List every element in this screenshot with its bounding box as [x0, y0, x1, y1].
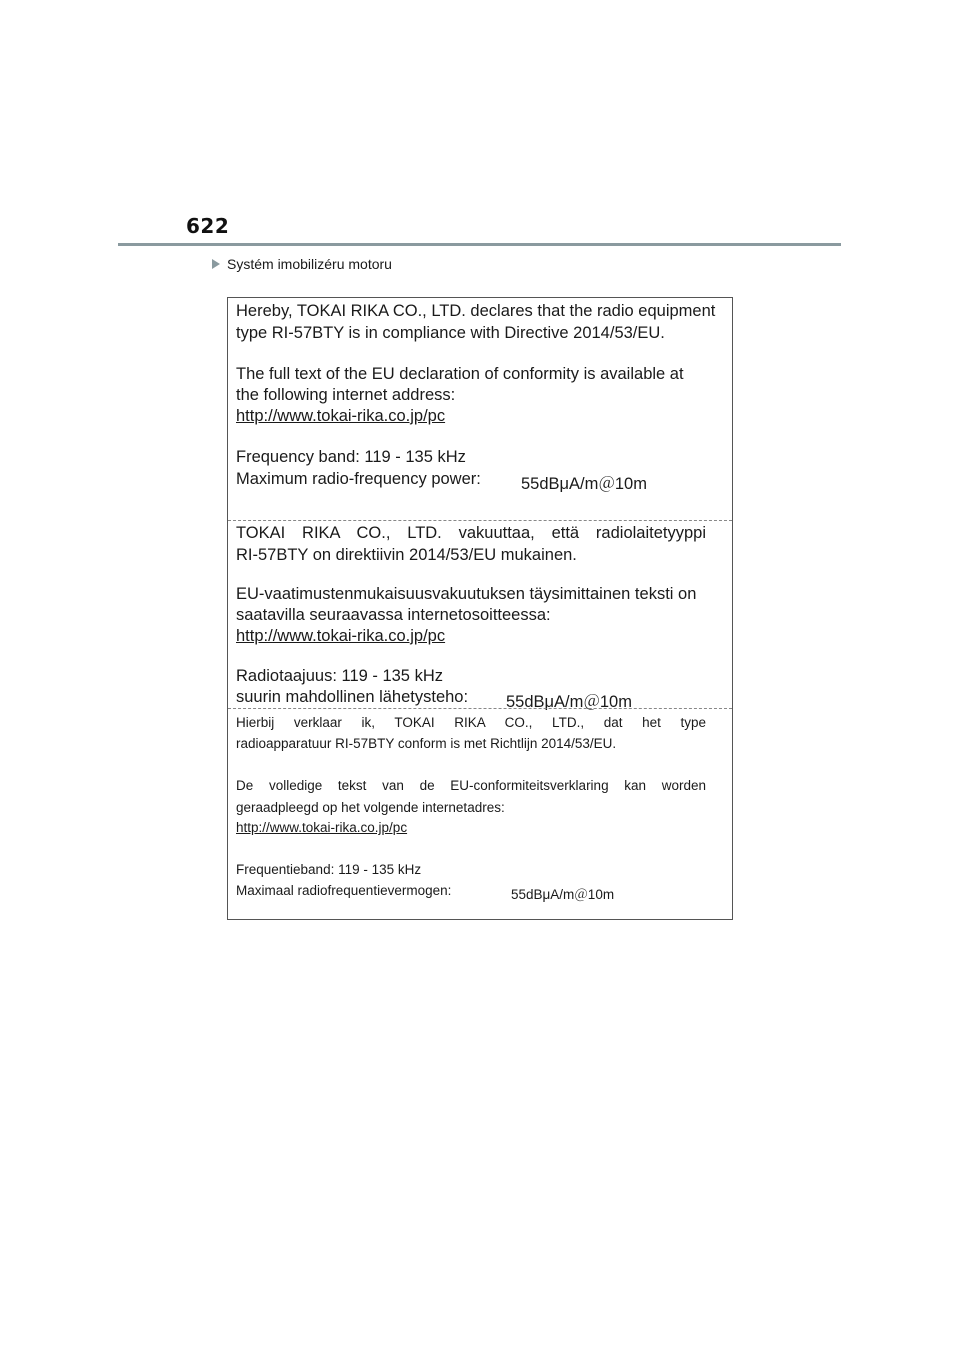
- dutch-line-4: geraadpleegd op het volgende internetadres:: [236, 800, 505, 815]
- section-heading-text: Systém imobilizéru motoru: [227, 256, 392, 272]
- finnish-frequency: Radiotaajuus: 119 - 135 kHz: [236, 667, 443, 685]
- dutch-line-1: Hierbij verklaar ik, TOKAI RIKA CO., LTD., dat het type: [236, 715, 706, 730]
- dutch-line-3: De volledige tekst van de EU-conformiteitsverklaring kan worden: [236, 778, 706, 793]
- separator-2: [228, 708, 732, 709]
- dutch-url-link[interactable]: http://www.tokai-rika.co.jp/pc: [236, 820, 408, 835]
- triangle-bullet-icon: [212, 259, 220, 269]
- dutch-frequency: Frequentieband: 119 - 135 kHz: [236, 862, 422, 877]
- finnish-line-3: EU-vaatimustenmukaisuusvakuutuksen täysimittainen teksti on: [236, 585, 697, 603]
- separator-1: [228, 520, 732, 521]
- english-line-4: the following internet address:: [236, 386, 456, 404]
- finnish-power-label: suurin mahdollinen lähetysteho:: [236, 688, 469, 706]
- english-line-1: Hereby, TOKAI RIKA CO., LTD. declares that the radio equipment: [236, 302, 716, 320]
- english-url-link[interactable]: http://www.tokai-rika.co.jp/pc: [236, 407, 446, 425]
- finnish-line-2: RI-57BTY on direktiivin 2014/53/EU mukainen.: [236, 546, 577, 564]
- english-power-label: Maximum radio-frequency power:: [236, 470, 481, 488]
- section-heading: [212, 256, 392, 272]
- english-line-3: The full text of the EU declaration of conformity is available at: [236, 365, 684, 383]
- english-line-2: type RI-57BTY is in compliance with Directive 2014/53/EU.: [236, 324, 665, 342]
- header-rule: [118, 243, 841, 246]
- declaration-box: [227, 297, 733, 920]
- page-number: 622: [186, 214, 230, 238]
- english-frequency: Frequency band: 119 - 135 kHz: [236, 448, 466, 466]
- english-power-value: 55dBμA/m＠10m: [521, 475, 647, 493]
- finnish-line-4: saatavilla seuraavassa internetosoitteessa:: [236, 606, 551, 624]
- dutch-line-2: radioapparatuur RI-57BTY conform is met Richtlijn 2014/53/EU.: [236, 736, 617, 751]
- dutch-power-label: Maximaal radiofrequentievermogen:: [236, 883, 452, 898]
- finnish-line-1: TOKAI RIKA CO., LTD. vakuuttaa, että radiolaitetyyppi: [236, 524, 706, 542]
- finnish-url-link[interactable]: http://www.tokai-rika.co.jp/pc: [236, 627, 446, 645]
- finnish-power-value: 55dBμA/m＠10m: [506, 693, 632, 711]
- dutch-power-value: 55dBμA/m＠10m: [511, 887, 615, 902]
